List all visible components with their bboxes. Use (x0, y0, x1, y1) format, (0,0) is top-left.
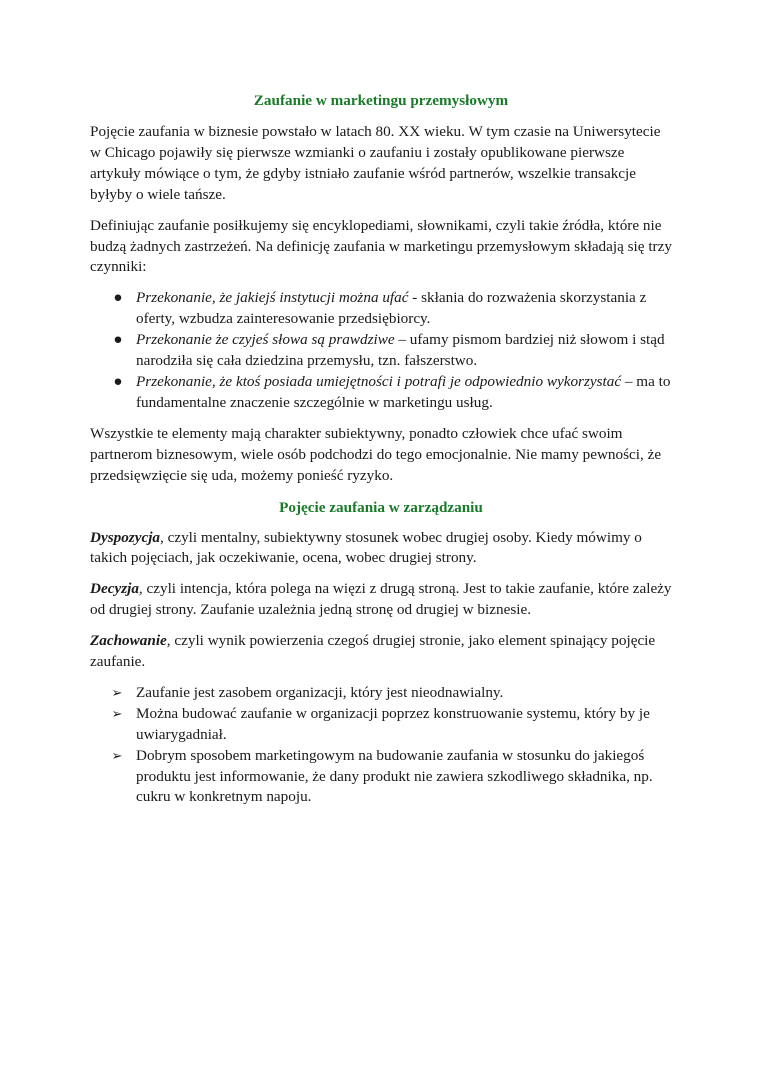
factors-list (90, 288, 672, 413)
term: Zachowanie (90, 632, 167, 650)
page-title: Zaufanie w marketingu przemysłowym (253, 92, 509, 109)
bullet-dot-icon: ● (113, 372, 123, 390)
bullet-dot-icon: ● (113, 289, 123, 307)
definition-zachowanie (90, 631, 672, 673)
factor-text: – ma to fundamentalne znaczenie szczególnie w marketingu usług. (136, 372, 671, 411)
factor-text: - skłania do rozważenia skorzystania z oferty, wzbudza zainteresowanie przedsiębiorcy. (136, 289, 647, 328)
document-body (90, 90, 672, 818)
term-description: , czyli wynik powierzenia czegoś drugiej stronie, jako element spinający pojęcie zaufanie. (90, 632, 656, 671)
term-description: , czyli mentalny, subiektywny stosunek wobec drugiej osoby. Kiedy mówimy o takich pojęciach, jak oczekiwanie, ocena, wobec drugiej strony. (90, 528, 642, 567)
factor-emphasis: Przekonanie, że jakiejś instytucji można ufać (136, 289, 409, 307)
arrowhead-bullet-icon: ➢ (111, 747, 123, 763)
factor-text: – ufamy pismom bardziej niż słowom i stąd narodziła się cała dziedzina przemysłu, tzn. fałszerstwo. (136, 331, 665, 370)
term: Decyzja (90, 580, 139, 598)
intro-paragraph: Pojęcie zaufania w biznesie powstało w latach 80. XX wieku. W tym czasie na Uniwersytecie w Chicago pojawiły się pierwsze wzmianki o zaufaniu i zostały opublikowane pierwsze artykuły mówiące o tym, że gdyby istniało zaufanie wśród partnerów, wszelkie transakcje byłyby o wiele tańsze. (90, 123, 661, 203)
section-title: Pojęcie zaufania w zarządzaniu (279, 498, 483, 516)
bullet-dot-icon: ● (113, 331, 123, 349)
point-text: Zaufanie jest zasobem organizacji, który jest nieodnawialny. (136, 683, 504, 701)
points-list (90, 683, 672, 808)
point-text: Można budować zaufanie w organizacji poprzez konstruowanie systemu, który by je uwiarygadniał. (136, 704, 650, 743)
factor-emphasis: Przekonanie, że ktoś posiada umiejętności i potrafi je odpowiednio wykorzystać (136, 372, 622, 390)
list-item (90, 288, 672, 330)
factor-emphasis: Przekonanie że czyjeś słowa są prawdziwe (136, 331, 395, 349)
arrowhead-bullet-icon: ➢ (111, 705, 123, 721)
term-description: , czyli intencja, która polega na więzi z drugą stroną. Jest to takie zaufanie, które zależy od drugiej strony. Zaufanie uzależnia jedną stronę od drugiej w biznesie. (90, 580, 672, 619)
arrowhead-bullet-icon: ➢ (111, 684, 123, 700)
point-text: Dobrym sposobem marketingowym na budowanie zaufania w stosunku do jakiegoś produktu jest informowanie, że dany produkt nie zawiera szkodliwego składnika, np. cukru w konkretnym napoju. (136, 746, 653, 806)
list-item (90, 372, 672, 414)
list-item (90, 683, 672, 704)
term: Dyspozycja (90, 528, 161, 546)
list-item (90, 704, 672, 746)
definition-paragraph: Definiując zaufanie posiłkujemy się encyklopediami, słownikami, czyli takie źródła, które nie budzą żadnych zastrzeżeń. Na definicję zaufania w marketingu przemysłowym składają się trzy czynniki: (90, 216, 672, 276)
summary-paragraph: Wszystkie te elementy mają charakter subiektywny, ponadto człowiek chce ufać swoim partnerom biznesowym, wiele osób podchodzi do tego emocjonalnie. Nie mamy pewności, że przedsięwzięcie się uda, możemy ponieść ryzyko. (90, 424, 662, 484)
list-item (90, 746, 672, 809)
definition-decyzja (90, 579, 672, 621)
definition-dyspozycja (90, 528, 672, 570)
list-item (90, 330, 672, 372)
